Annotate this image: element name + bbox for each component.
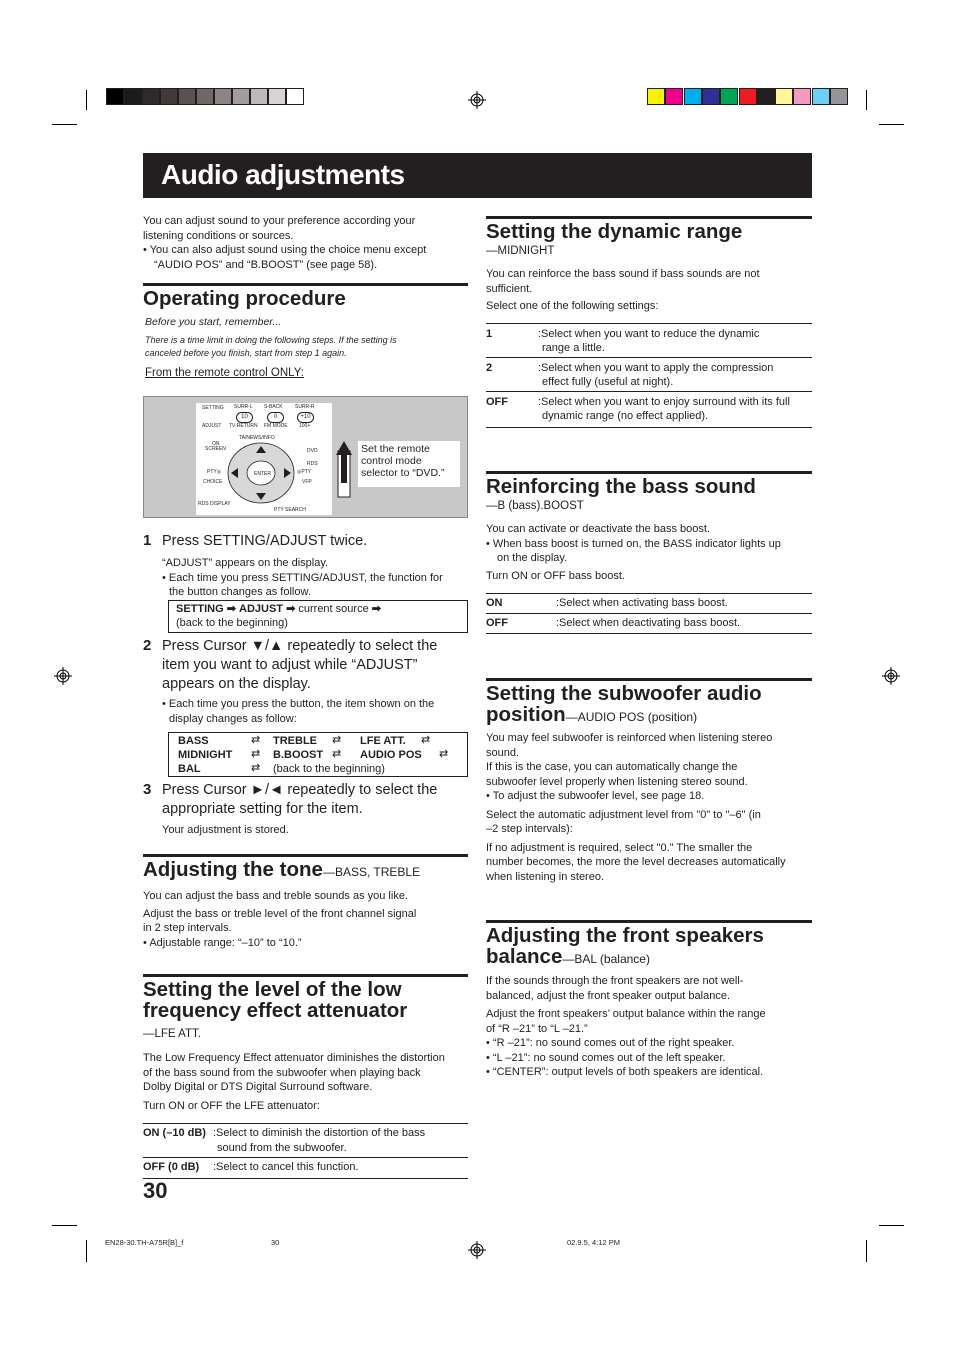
table-key: 1: [486, 328, 493, 340]
page-number: 30: [143, 1178, 168, 1203]
step-1-title: Press SETTING/ADJUST twice.: [162, 533, 368, 549]
crop-mark: [866, 90, 867, 110]
mode-selector-arrow-icon: [334, 439, 354, 499]
step-1-details: “ADJUST” appears on the display. • Each time you press SETTING/ADJUST, the function for the button changes as follow.: [162, 556, 468, 600]
table-rule: [143, 1123, 468, 1124]
color-swatch: [720, 88, 738, 105]
crop-mark: [879, 1225, 904, 1226]
remote-label: ◎PTY: [297, 469, 312, 475]
step-2-title: Press Cursor ▼/▲ repeatedly to select the item you want to adjust while “ADJUST” appears on the display.: [162, 638, 438, 692]
heading-reinforcing-bass: Reinforcing the bass sound: [486, 475, 756, 498]
crop-mark: [52, 124, 77, 125]
table-key: ON: [486, 597, 503, 609]
cycle-item: TREBLE: [273, 735, 317, 747]
cycle-item: AUDIO POS: [360, 749, 422, 761]
arrow-right-icon: ➡: [371, 603, 381, 615]
gray-swatch: [124, 88, 142, 105]
color-swatch: [757, 88, 775, 105]
section-rule: [486, 678, 812, 681]
color-swatch: [775, 88, 793, 105]
gray-swatch: [268, 88, 286, 105]
subwoofer-body: You may feel subwoofer is reinforced when listening stereo sound. If this is the case, you can automatically change the subwoofer level properly when listening stereo sound. • To adjust the subwoofer level, see page 18. Select the automatic adjustment level from "0" to "–6" (in –2 step intervals): If no adjustment is required, select "0." The smaller the number becomes, the more the level decreases automatically when listening in stereo.: [486, 731, 816, 884]
table-value: :Select when activating bass boost.: [556, 597, 728, 609]
cycle-arrows-icon: ⇄: [439, 748, 449, 760]
remote-label: CHOICE: [203, 479, 223, 485]
dynamic-row-2: [486, 361, 812, 391]
cycle-item: BASS: [178, 735, 209, 747]
bass-body: You can activate or deactivate the bass boost. • When bass boost is turned on, the BASS indicator lights up on the display. Turn ON or OFF bass boost.: [486, 522, 812, 583]
section-rule: [143, 854, 468, 857]
time-limit-note: There is a time limit in doing the following steps. If the setting is canceled before you finish, start from step 1 again.: [145, 335, 397, 358]
color-swatch: [739, 88, 757, 105]
table-value: :Select when you want to reduce the dynamic: [538, 328, 760, 340]
remote-label: S-BACK: [264, 404, 283, 410]
heading-operating-procedure: Operating procedure: [143, 287, 346, 310]
remote-control-illustration: [143, 396, 468, 518]
gray-swatch: [250, 88, 268, 105]
gray-swatch: [178, 88, 196, 105]
table-rule: [486, 391, 812, 392]
bass-row-on: [486, 596, 812, 610]
title-banner: [143, 153, 812, 198]
color-swatch: [702, 88, 720, 105]
remote-label: FM MODE: [264, 423, 288, 429]
table-value: :Select when you want to apply the compression: [538, 362, 774, 374]
section-rule: [486, 216, 812, 219]
table-key: OFF: [486, 617, 508, 629]
remote-label: RDS: [307, 461, 318, 467]
table-rule: [143, 1157, 468, 1158]
intro-line: “AUDIO POS” and “B.BOOST” (see page 58).: [154, 258, 378, 271]
step-3-title: Press Cursor ►/◄ repeatedly to select the appropriate setting for the item.: [162, 782, 438, 817]
table-key: ON (–10 dB): [143, 1127, 206, 1139]
dynamic-body: You can reinforce the bass sound if bass sounds are not sufficient. Select one of the following settings:: [486, 268, 760, 312]
crop-mark: [879, 124, 904, 125]
intro-bullet: • You can also adjust sound using the choice menu except: [143, 243, 468, 258]
cycle-item: B.BOOST: [273, 749, 324, 761]
remote-label: SURR-L: [234, 404, 253, 410]
dynamic-row-off: [486, 395, 812, 425]
heading-dynamic-range: Setting the dynamic range: [486, 220, 743, 243]
remote-key-plus10: +10: [297, 412, 314, 423]
heading-subwoofer-position: Setting the subwoofer audio position—AUDIO POS (position): [486, 682, 762, 726]
cycle-arrows-icon: ⇄: [332, 734, 342, 746]
sequence-setting: SETTING: [176, 603, 224, 615]
arrow-right-icon: ➡: [226, 603, 236, 615]
balance-body: If the sounds through the front speakers are not well- balanced, adjust the front speaker output balance. Adjust the front speakers’ output balance within the range of “R –21” to “L –21.” • “R –21”: no sound comes out of the right speaker. • “L –21”: no sound comes out of the left speaker. • “CENTER”: output levels of both speakers are identical.: [486, 974, 816, 1080]
registration-mark-icon: [468, 91, 486, 109]
registration-mark-icon: [54, 667, 72, 685]
from-remote-label: From the remote control ONLY:: [145, 367, 304, 379]
table-rule: [143, 1178, 468, 1179]
color-swatch: [684, 88, 702, 105]
remote-key-0: 0: [267, 412, 284, 423]
heading-front-balance: Adjusting the front speakers balance—BAL (balance): [486, 924, 764, 968]
item-cycle-box: [168, 732, 468, 777]
intro-line: You can adjust sound to your preference according your: [143, 215, 416, 227]
cycle-arrows-icon: ⇄: [332, 748, 342, 760]
registration-mark-icon: [468, 1241, 486, 1259]
remote-label: VFP: [302, 479, 312, 485]
remote-label: TA/NEWS/INFO: [239, 435, 275, 441]
remote-label: ADJUST: [202, 423, 222, 429]
footer-date: 02.9.5, 4:12 PM: [567, 1238, 620, 1247]
remote-label: PTY SEARCH: [274, 507, 306, 513]
remote-keypad: [196, 403, 332, 515]
step-number: 1: [143, 532, 152, 549]
section-rule: [143, 283, 468, 286]
tone-body: You can adjust the bass and treble sounds as you like. Adjust the bass or treble level of the front channel signal in 2 step intervals. • Adjustable range: “–10” to “10.”: [143, 889, 468, 950]
remote-label: DVD: [307, 448, 318, 454]
remote-label: SURR-R: [295, 404, 315, 410]
setting-sequence-box: [168, 600, 468, 633]
remote-label: TV RETURN: [229, 423, 258, 429]
table-value: :Select to cancel this function.: [213, 1161, 359, 1173]
remote-label: 100+: [299, 423, 311, 429]
step-number: 3: [143, 781, 152, 798]
table-value: :Select when you want to enjoy surround with its full: [538, 396, 790, 408]
cycle-arrows-icon: ⇄: [421, 734, 431, 746]
page-title: Audio adjustments: [161, 159, 405, 190]
remote-label: SCREEN: [205, 446, 226, 452]
heading-adjusting-tone: Adjusting the tone—BASS, TREBLE: [143, 858, 421, 881]
gray-swatch: [196, 88, 214, 105]
color-swatch: [812, 88, 830, 105]
table-value: range a little.: [542, 342, 605, 354]
color-swatch: [830, 88, 848, 105]
gray-swatch: [160, 88, 178, 105]
crop-mark: [86, 90, 87, 110]
cycle-item: MIDNIGHT: [178, 749, 233, 761]
cycle-arrows-icon: ⇄: [251, 748, 261, 760]
remote-label: RDS DISPLAY: [198, 501, 231, 507]
intro-text: [143, 214, 468, 272]
section-rule: [486, 471, 812, 474]
color-swatch: [647, 88, 665, 105]
step-3-details: Your adjustment is stored.: [162, 824, 289, 836]
dynamic-suffix: —MIDNIGHT: [486, 245, 555, 257]
gray-swatch: [214, 88, 232, 105]
remote-label: PTY◎: [207, 469, 222, 475]
table-rule: [486, 357, 812, 358]
lfe-body: The Low Frequency Effect attenuator diminishes the distortion of the bass sound from the subwoofer when playing back Dolby Digital or DTS Digital Surround software. Turn ON or OFF the LFE attenuator:: [143, 1052, 445, 1112]
remote-mode-callout: Set the remote control mode selector to “DVD.”: [358, 441, 460, 487]
color-swatch: [665, 88, 683, 105]
table-key: 2: [486, 362, 493, 374]
crop-mark: [866, 1240, 867, 1262]
table-rule: [486, 593, 812, 594]
footer-file: EN28-30.TH-A75R[B]_f: [105, 1238, 184, 1247]
section-rule: [143, 974, 468, 977]
lfe-suffix: —LFE ATT.: [143, 1028, 201, 1040]
arrow-right-icon: ➡: [286, 603, 296, 615]
remote-key-10: 10: [236, 412, 253, 423]
cycle-item: LFE ATT.: [360, 735, 406, 747]
registration-mark-icon: [882, 667, 900, 685]
gray-swatch: [142, 88, 160, 105]
remote-label: SETTING: [202, 405, 224, 411]
table-rule: [486, 323, 812, 324]
sequence-adjust: ADJUST: [239, 603, 284, 615]
gray-swatch: [106, 88, 124, 105]
bass-suffix: —B (bass).BOOST: [486, 500, 584, 512]
lfe-row-off: [143, 1160, 468, 1176]
cycle-arrows-icon: ⇄: [251, 762, 261, 774]
step-number: 2: [143, 637, 152, 654]
color-swatch: [793, 88, 811, 105]
crop-mark: [52, 1225, 77, 1226]
intro-line: listening conditions or sources.: [143, 229, 294, 242]
table-value: effect fully (useful at night).: [542, 376, 674, 388]
remote-label: ON: [212, 441, 220, 447]
step-2-details: • Each time you press the button, the item shown on the display changes as follow:: [162, 697, 468, 726]
before-you-start: Before you start, remember...: [145, 316, 282, 328]
section-rule: [486, 920, 812, 923]
sequence-back: (back to the beginning): [176, 617, 288, 629]
lfe-row-on: [143, 1126, 468, 1156]
sequence-current-source: current source: [298, 603, 369, 615]
table-value: sound from the subwoofer.: [217, 1142, 347, 1154]
table-key: OFF (0 dB): [143, 1161, 200, 1173]
footer-page: 30: [271, 1238, 280, 1247]
enter-key-label: ENTER: [254, 471, 271, 477]
table-rule: [486, 613, 812, 614]
cycle-arrows-icon: ⇄: [251, 734, 261, 746]
table-rule: [486, 633, 812, 634]
bass-row-off: [486, 616, 812, 630]
table-value: :Select when deactivating bass boost.: [556, 617, 741, 629]
cycle-back: (back to the beginning): [273, 763, 385, 775]
cycle-item: BAL: [178, 763, 201, 775]
crop-mark: [86, 1240, 87, 1262]
dynamic-row-1: [486, 327, 812, 357]
table-key: OFF: [486, 396, 508, 408]
heading-lfe-attenuator: Setting the level of the low frequency effect attenuator: [143, 978, 408, 1022]
gray-swatch: [232, 88, 250, 105]
gray-swatch: [286, 88, 304, 105]
table-value: dynamic range (no effect applied).: [542, 410, 709, 422]
table-rule: [486, 427, 812, 428]
table-value: :Select to diminish the distortion of the bass: [213, 1127, 426, 1139]
